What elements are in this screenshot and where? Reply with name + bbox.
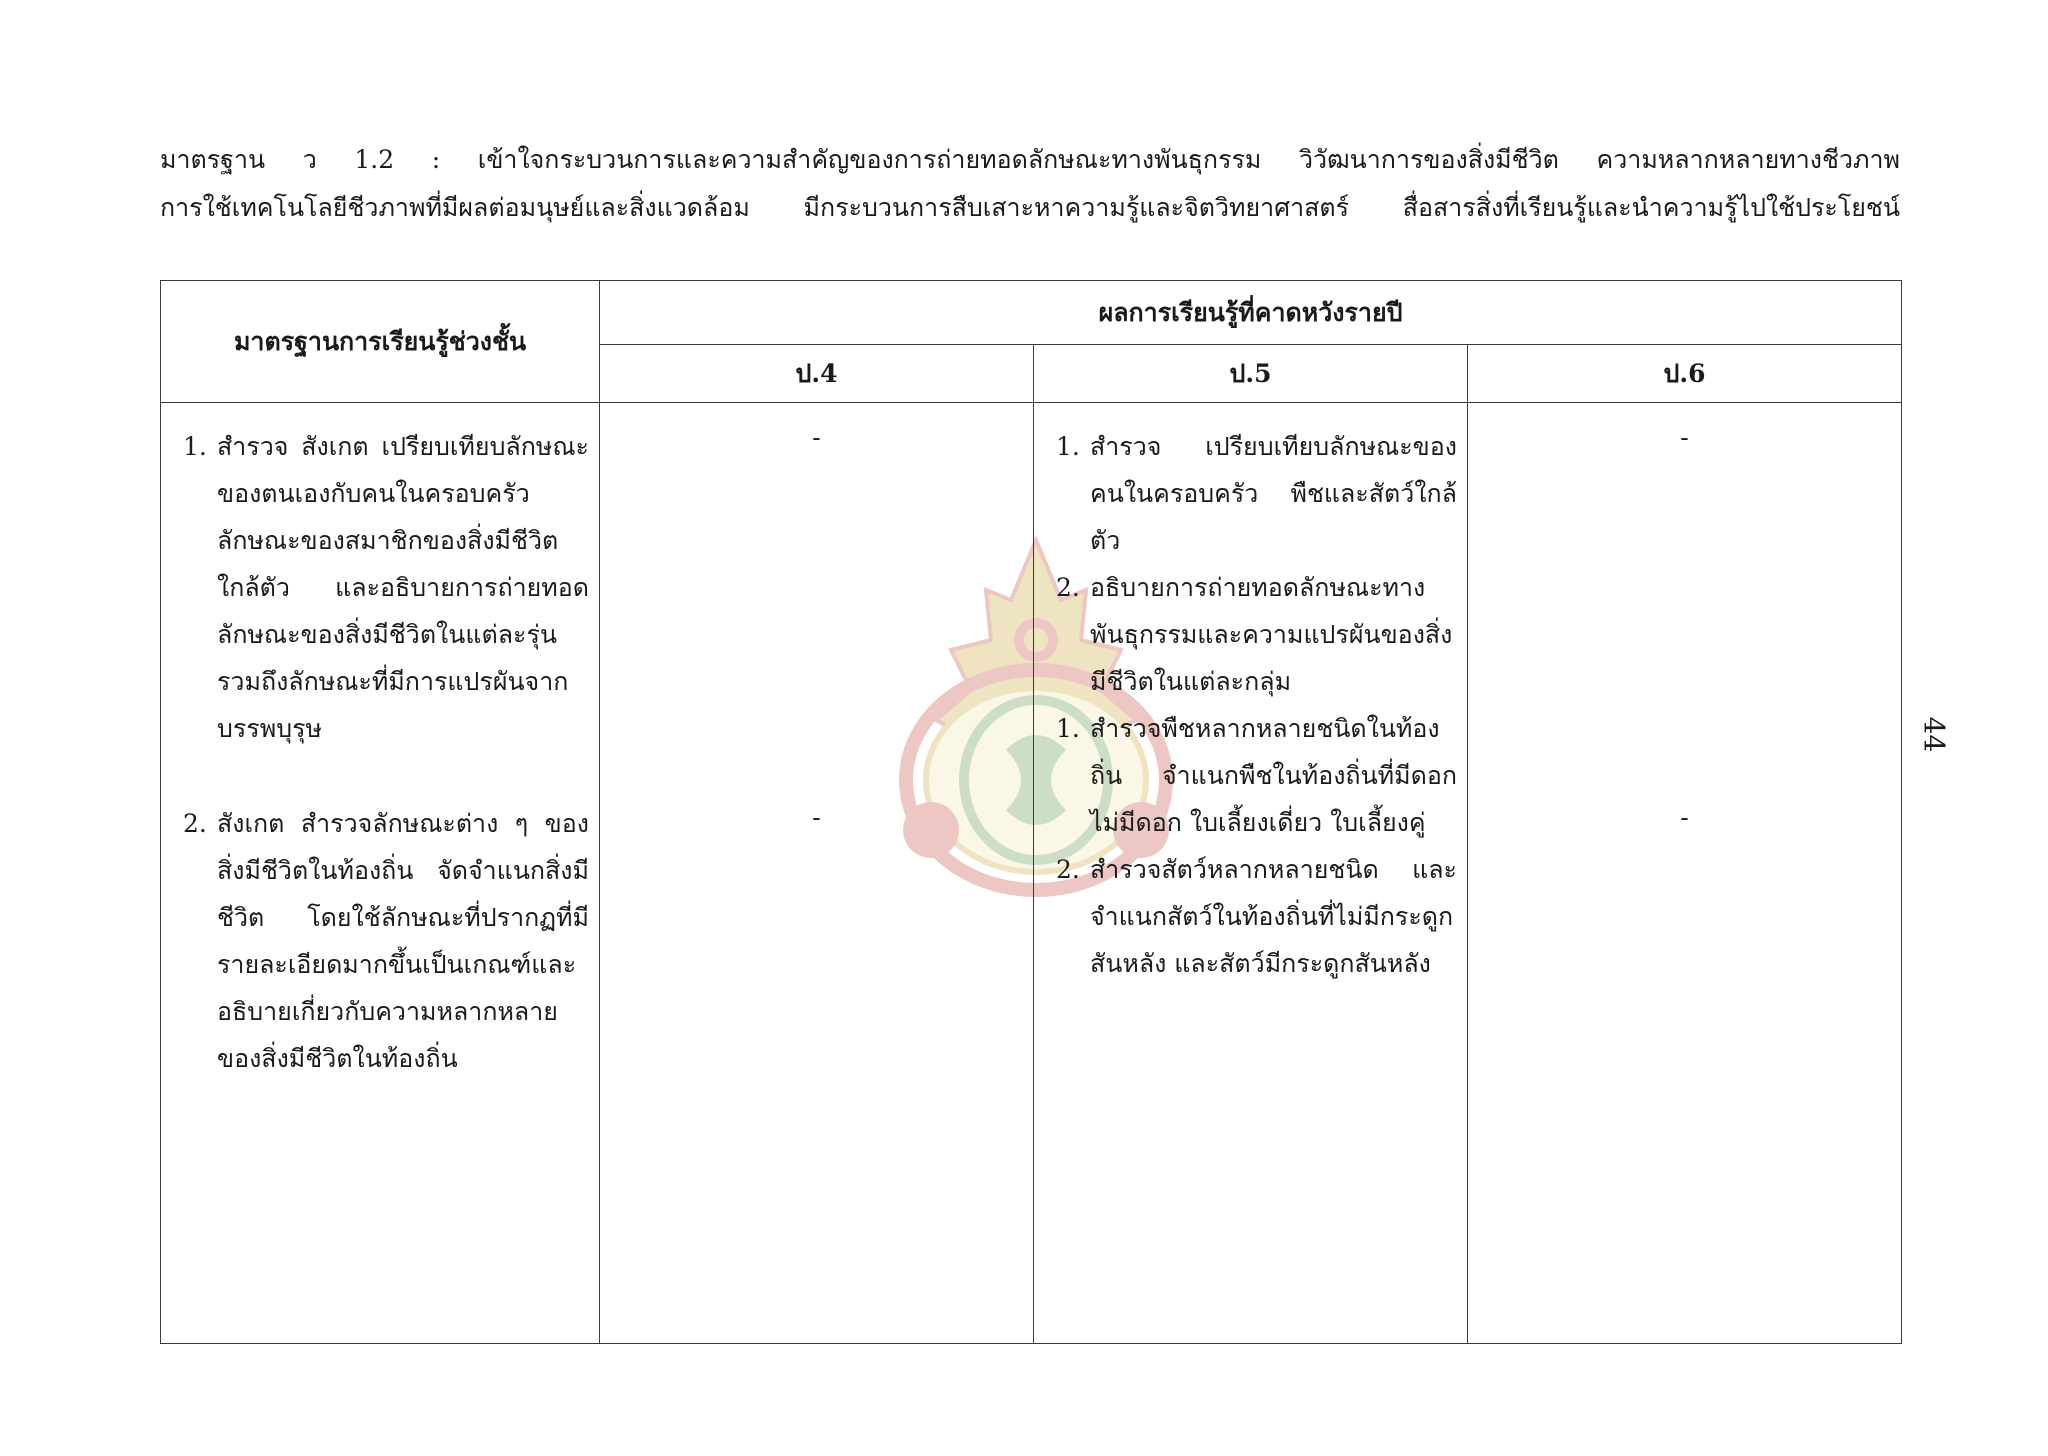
standard-line-1: มาตรฐาน ว 1.2 : เข้าใจกระบวนการและความสำคัญของการถ่ายทอดลักษณะทางพันธุกรรม วิวัฒนาการของสิ่งมีชีวิต ความหลากหลายทางชีวภาพ bbox=[160, 145, 1900, 174]
item-text: อธิบายการถ่ายทอดลักษณะทางพันธุกรรมและความแปรผันของสิ่งมีชีวิตในแต่ละกลุ่ม bbox=[1090, 573, 1453, 696]
header-grade-6: ป.6 bbox=[1468, 345, 1902, 403]
curriculum-table bbox=[160, 280, 1902, 1344]
item-number: 2. bbox=[1056, 573, 1080, 602]
standard-description bbox=[160, 136, 1900, 232]
header-grade-4: ป.4 bbox=[600, 345, 1034, 403]
item-number: 2. bbox=[1056, 855, 1080, 884]
grade-4-dash-1: - bbox=[812, 423, 821, 452]
item-number: 1. bbox=[1056, 432, 1080, 461]
item-text: สำรวจพืชหลากหลายชนิดในท้องถิ่น จำแนกพืชในท้องถิ่นที่มีดอก ไม่มีดอก ใบเลี้ยงเดี่ยว ใบเลี้ยงคู่ bbox=[1090, 714, 1457, 837]
header-outcomes: ผลการเรียนรู้ที่คาดหวังรายปี bbox=[600, 281, 1902, 345]
list-item bbox=[183, 423, 589, 752]
item-text: สำรวจ สังเกต เปรียบเทียบลักษณะของตนเองกับคนในครอบครัว ลักษณะของสมาชิกของสิ่งมีชีวิตใกล้ตัว และอธิบายการถ่ายทอดลักษณะของสิ่งมีชีวิตในแต่ละรุ่น รวมถึงลักษณะที่มีการแปรผันจากบรรพบุรุษ bbox=[217, 432, 589, 743]
grade-6-dash-1: - bbox=[1680, 423, 1689, 452]
item-text: สำรวจ เปรียบเทียบลักษณะของคนในครอบครัว พืชและสัตว์ใกล้ตัว bbox=[1090, 432, 1457, 555]
grade-6-cell bbox=[1468, 403, 1902, 1344]
grade-5-list-1 bbox=[1056, 423, 1457, 705]
item-number: 1. bbox=[1056, 714, 1080, 743]
grade-5-cell bbox=[1034, 403, 1468, 1344]
header-grade-5: ป.5 bbox=[1034, 345, 1468, 403]
header-standard: มาตรฐานการเรียนรู้ช่วงชั้น bbox=[161, 281, 600, 403]
grade-4-cell bbox=[600, 403, 1034, 1344]
list-item bbox=[1056, 705, 1457, 846]
grade-6-dash-2: - bbox=[1680, 803, 1689, 832]
list-item bbox=[1056, 423, 1457, 564]
page-number: 44 bbox=[1917, 716, 1951, 753]
grade-5-list-2 bbox=[1056, 705, 1457, 987]
standard-line-2: การใช้เทคโนโลยีชีวภาพที่มีผลต่อมนุษย์และสิ่งแวดล้อม มีกระบวนการสืบเสาะหาความรู้และจิตวิทยาศาสตร์ สื่อสารสิ่งที่เรียนรู้และนำความรู้ไปใช้ประโยชน์ bbox=[160, 193, 1900, 222]
item-text: สังเกต สำรวจลักษณะต่าง ๆ ของสิ่งมีชีวิตในท้องถิ่น จัดจำแนกสิ่งมีชีวิต โดยใช้ลักษณะที่ปรากฏที่มีรายละเอียดมากขึ้นเป็นเกณฑ์และอธิบายเกี่ยวกับความหลากหลายของสิ่งมีชีวิตในท้องถิ่น bbox=[217, 809, 589, 1073]
item-text: สำรวจสัตว์หลากหลายชนิด และจำแนกสัตว์ในท้องถิ่นที่ไม่มีกระดูกสันหลัง และสัตว์มีกระดูกสันหลัง bbox=[1090, 855, 1457, 978]
standards-list bbox=[183, 423, 589, 1082]
standards-cell bbox=[161, 403, 600, 1344]
item-number: 2. bbox=[183, 809, 207, 838]
item-number: 1. bbox=[183, 432, 207, 461]
list-item bbox=[1056, 846, 1457, 987]
list-item bbox=[183, 800, 589, 1082]
list-item bbox=[1056, 564, 1457, 705]
grade-4-dash-2: - bbox=[812, 803, 821, 832]
